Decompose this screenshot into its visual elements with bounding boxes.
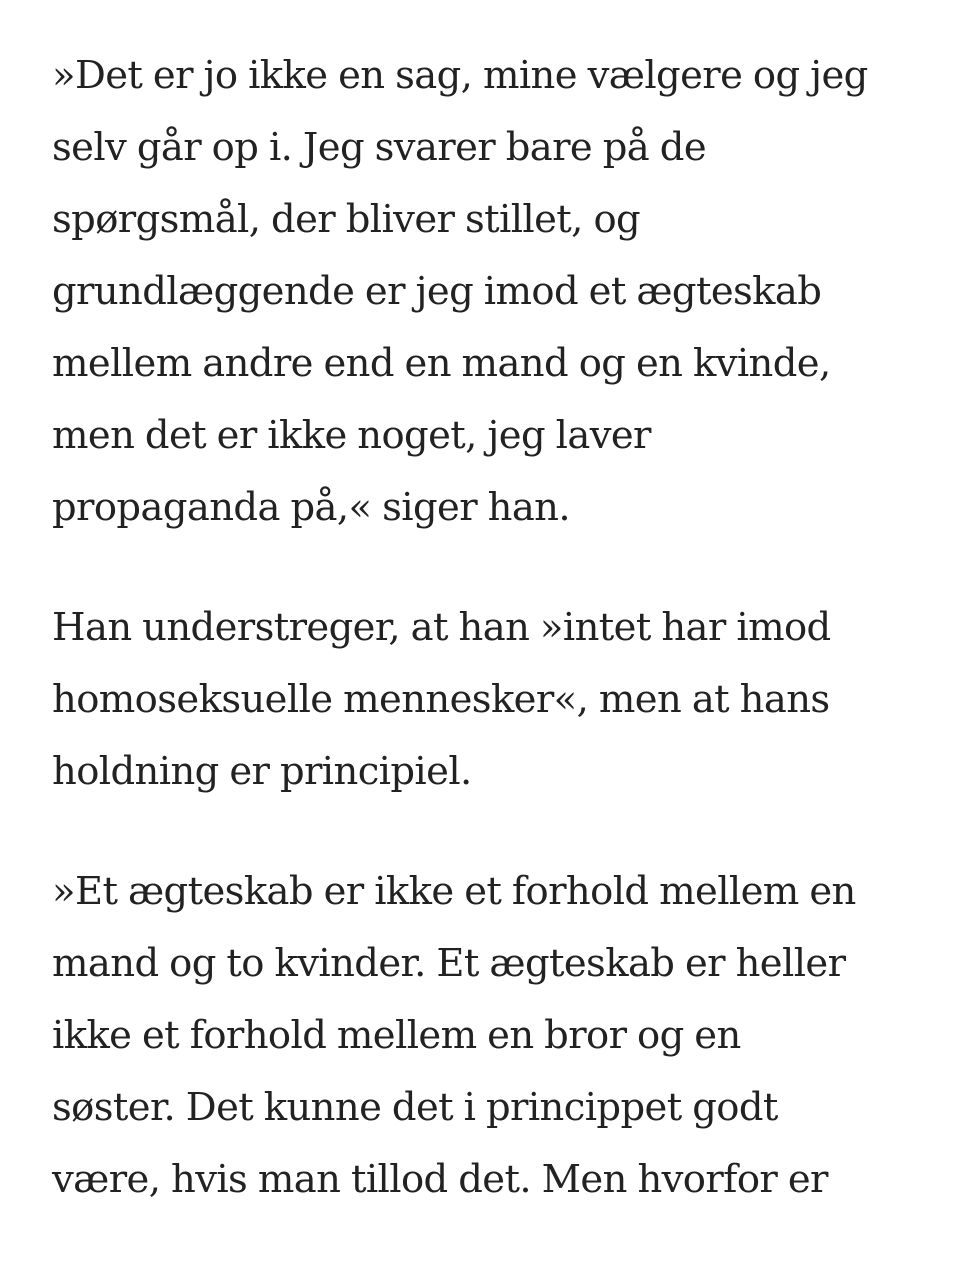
text-line: »Det er jo ikke en sag, mine vælgere og jeg bbox=[52, 53, 868, 98]
text-line: propaganda på,« siger han. bbox=[52, 485, 571, 530]
paragraph-quote-2 bbox=[52, 856, 932, 1216]
text-line: selv går op i. Jeg svarer bare på de bbox=[52, 125, 707, 170]
text-line: søster. Det kunne det i princippet godt bbox=[52, 1085, 778, 1130]
text-line: men det er ikke noget, jeg laver bbox=[52, 413, 651, 458]
text-line: homoseksuelle mennesker«, men at hans bbox=[52, 677, 830, 722]
text-line: mellem andre end en mand og en kvinde, bbox=[52, 341, 831, 386]
text-line: holdning er principiel. bbox=[52, 749, 472, 794]
text-line: Han understreger, at han »intet har imod bbox=[52, 605, 831, 650]
text-line: være, hvis man tillod det. Men hvorfor er bbox=[52, 1157, 828, 1202]
paragraph-quote-1 bbox=[52, 40, 932, 544]
article-body bbox=[52, 40, 932, 1264]
text-line: grundlæggende er jeg imod et ægteskab bbox=[52, 269, 822, 314]
text-line: mand og to kvinder. Et ægteskab er heller bbox=[52, 941, 846, 986]
text-line: spørgsmål, der bliver stillet, og bbox=[52, 197, 641, 242]
text-line: ikke et forhold mellem en bror og en bbox=[52, 1013, 741, 1058]
paragraph-statement bbox=[52, 592, 932, 808]
text-line: »Et ægteskab er ikke et forhold mellem en bbox=[52, 869, 856, 914]
